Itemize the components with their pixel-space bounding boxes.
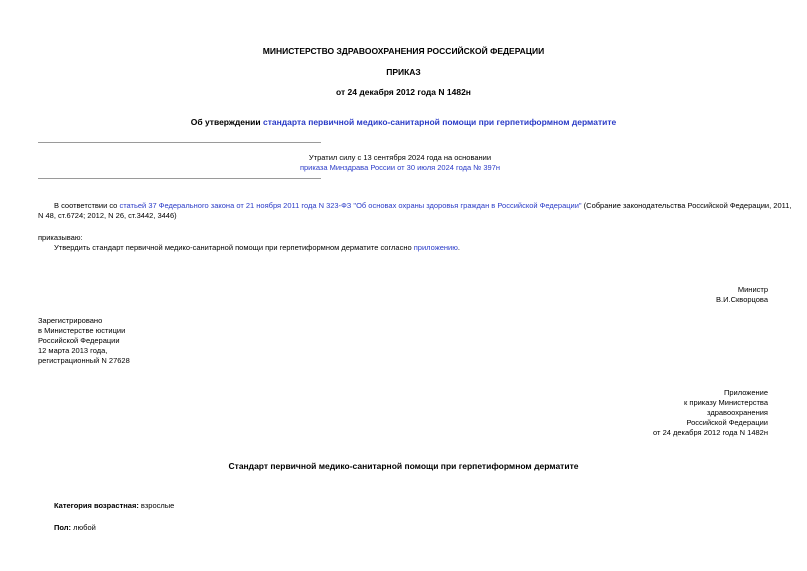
appendix-line: Российской Федерации (686, 418, 768, 427)
signature-block (560, 285, 768, 305)
signature-name: В.И.Скворцова (716, 295, 768, 304)
preamble-text-after: (Собрание законодательства Российской Федерации, 2011, (581, 201, 792, 210)
order-title (0, 117, 807, 127)
ministry-heading: МИНИСТЕРСТВО ЗДРАВООХРАНЕНИЯ РОССИЙСКОЙ ФЕДЕРАЦИИ (262, 46, 545, 56)
approve-period: . (457, 243, 460, 252)
signature-role: Министр (737, 285, 768, 294)
order-title-prefix: Об утверждении (190, 117, 263, 127)
registration-line: 12 марта 2013 года, (38, 346, 108, 355)
registration-line: в Министерстве юстиции (38, 326, 126, 335)
appendix-line: здравоохранения (707, 408, 768, 417)
law-article-link[interactable]: статьей 37 Федерального закона от 21 ноября 2011 года N 323-ФЗ "Об основах охраны здоровья граждан в Российской Федерации" (119, 201, 582, 210)
registration-line: Зарегистрировано (38, 316, 103, 325)
sex-category (54, 523, 96, 533)
registration-line: регистрационный N 27628 (38, 356, 130, 365)
standard-link[interactable]: стандарта первичной медико-санитарной помощи при герпетиформном дерматите (262, 117, 617, 127)
order-heading: ПРИКАЗ (386, 67, 421, 77)
repeal-notice-text: Утратил силу с 13 сентября 2024 года на основании (308, 153, 492, 162)
age-category-value: взрослые (138, 501, 175, 510)
standard-title: Стандарт первичной медико-санитарной помощи при герпетиформном дерматите (228, 461, 579, 471)
registration-line: Российской Федерации (38, 336, 120, 345)
approve-text: Утвердить стандарт первичной медико-санитарной помощи при герпетиформном дерматите согласно (54, 243, 414, 252)
order-date-number: от 24 декабря 2012 года N 1482н (336, 87, 471, 97)
preamble-text: В соответствии со (54, 201, 120, 210)
approve-paragraph (54, 243, 460, 253)
appendix-line: к приказу Министерства (684, 398, 768, 407)
appendix-line: Приложение (724, 388, 768, 397)
appendix-link[interactable]: приложению (413, 243, 458, 252)
repeal-notice (180, 153, 620, 173)
preamble-line-1 (38, 201, 792, 211)
preamble-paragraph (38, 201, 792, 221)
notice-top-rule (38, 142, 321, 143)
age-category (54, 501, 174, 511)
order-word: приказываю: (38, 233, 83, 242)
sex-value: любой (71, 523, 96, 532)
appendix-line: от 24 декабря 2012 года N 1482н (653, 428, 768, 437)
repeal-order-link[interactable]: приказа Минздрава России от 30 июля 2024 года № 397н (299, 163, 501, 172)
age-category-label: Категория возрастная: (54, 501, 139, 510)
registration-block (38, 316, 130, 366)
appendix-block (560, 388, 768, 438)
notice-bottom-rule (38, 178, 321, 179)
preamble-line-2: N 48, ст.6724; 2012, N 26, ст.3442, 3446) (38, 211, 177, 220)
sex-label: Пол: (54, 523, 72, 532)
